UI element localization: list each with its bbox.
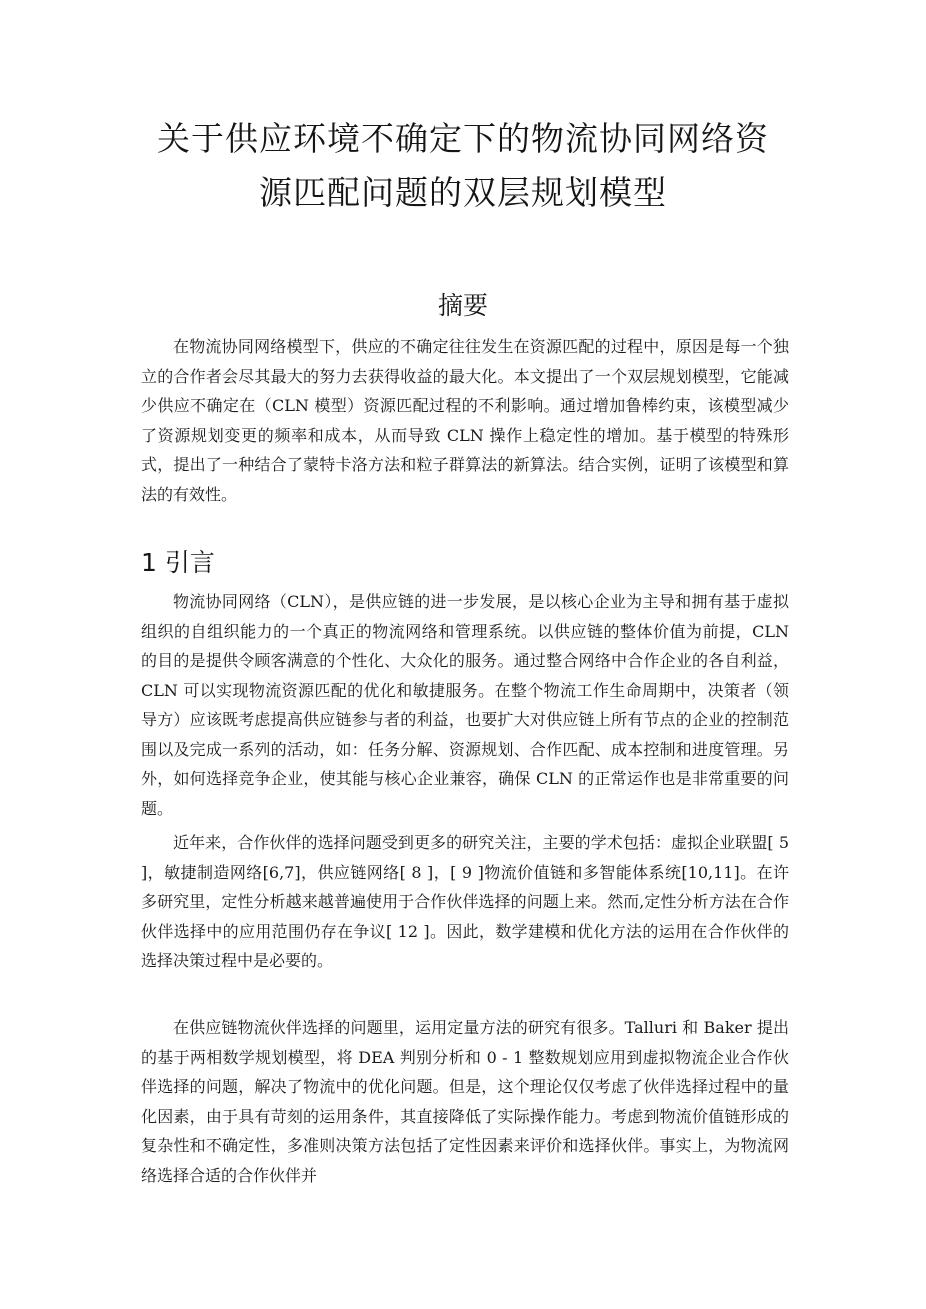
paper-title: [100, 112, 826, 220]
introduction-paragraph-3: 在供应链物流伙伴选择的问题里，运用定量方法的研究有很多。Talluri 和 Baker 提出的基于两相数学规划模型，将 DEA 判别分析和 0 - 1 整数规划应用到虚拟物流企业合作伙伴选择的问题，解决了物流中的优化问题。但是，这个理论仅仅考虑了伙伴选择过程中的量化因素，由于具有苛刻的运用条件，其直接降低了实际操作能力。考虑到物流价值链形成的复杂性和不确定性，多准则决策方法包括了定性因素来评价和选择伙伴。事实上，为物流网络选择合适的合作伙伴并: [141, 1018, 789, 1185]
paper-title-line-2: 源匹配问题的双层规划模型: [259, 173, 667, 212]
section-heading-introduction: [141, 545, 215, 581]
paper-title-line-1: 关于供应环境不确定下的物流协同网络资: [157, 119, 769, 158]
section-title: 引言: [164, 548, 215, 577]
introduction-paragraph-2: 近年来，合作伙伴的选择问题受到更多的研究关注，主要的学术包括：虚拟企业联盟[ 5 ]，敏捷制造网络[6,7]，供应链网络[ 8 ]，[ 9 ]物流价值链和多智能体系统[10,11]。在许多研究里，定性分析越来越普遍使用于合作伙伴选择的问题上来。然而,定性分析方法在合作伙伴选择中的应用范围仍存在争议[ 12 ]。因此，数学建模和优化方法的运用在合作伙伴的选择决策过程中是必要的。: [141, 833, 789, 970]
abstract-paragraph: 在物流协同网络模型下，供应的不确定往往发生在资源匹配的过程中，原因是每一个独立的合作者会尽其最大的努力去获得收益的最大化。本文提出了一个双层规划模型，它能减少供应不确定在（CLN 模型）资源匹配过程的不利影响。通过增加鲁棒约束，该模型减少了资源规划变更的频率和成本，从而导致 CLN 操作上稳定性的增加。基于模型的特殊形式，提出了一种结合了蒙特卡洛方法和粒子群算法的新算法。结合实例，证明了该模型和算法的有效性。: [141, 337, 789, 504]
introduction-paragraph-1: 物流协同网络（CLN），是供应链的进一步发展，是以核心企业为主导和拥有基于虚拟组织的自组织能力的一个真正的物流网络和管理系统。以供应链的整体价值为前提，CLN 的目的是提供令顾客满意的个性化、大众化的服务。通过整合网络中合作企业的各自利益，CLN 可以实现物流资源匹配的优化和敏捷服务。在整个物流工作生命周期中，决策者（领导方）应该既考虑提高供应链参与者的利益，也要扩大对供应链上所有节点的企业的控制范围以及完成一系列的活动，如：任务分解、资源规划、合作匹配、成本控制和进度管理。另外，如何选择竞争企业，使其能与核心企业兼容，确保 CLN 的正常运作也是非常重要的问题。: [141, 592, 789, 818]
section-number: 1: [141, 548, 157, 577]
abstract-heading: 摘要: [437, 291, 488, 320]
